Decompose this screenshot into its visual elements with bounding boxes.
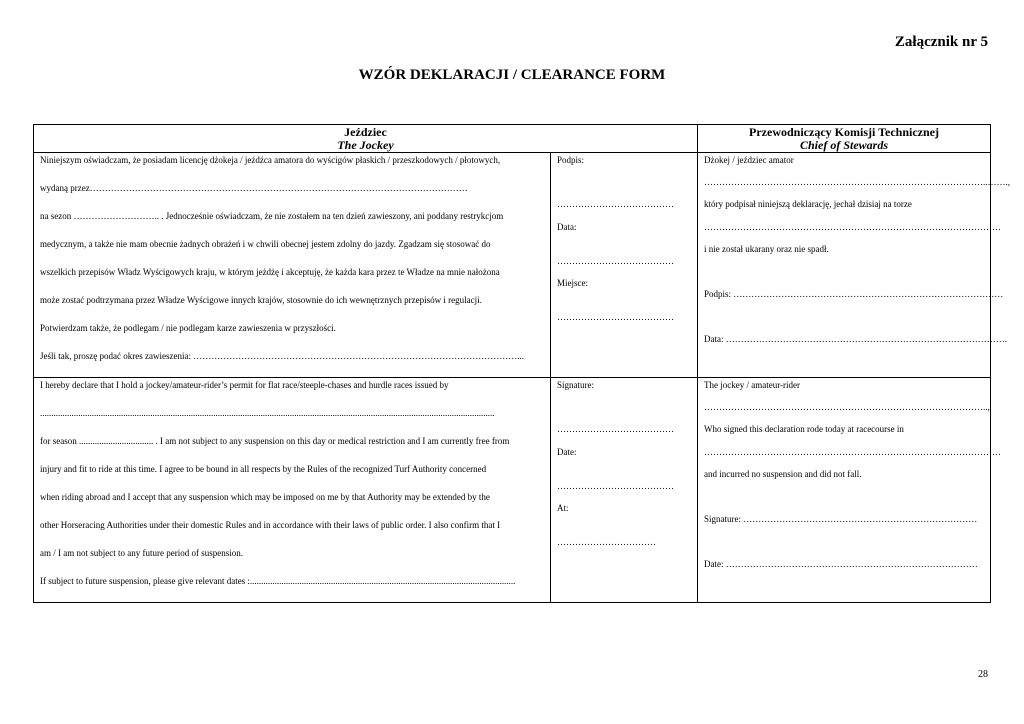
english-chief-date: Date: ………………………………………………………………………… — [704, 559, 978, 569]
polish-declaration-line: medycznym, a także nie mam obecnie żadnych obrażeń i w chwili obecnej jestem zdolny do jazdy. Zgadzam się stosować do — [40, 239, 491, 249]
english-at-label: At: — [557, 503, 569, 513]
polish-chief-line: Dżokej / jeździec amator — [704, 155, 794, 165]
polish-chief-signature: Podpis: ……………………………………………………………………………… — [704, 289, 1004, 299]
english-declaration-line: I hereby declare that I hold a jockey/amateur-rider’s permit for flat race/steeple-chases and hurdle races issued by — [40, 380, 449, 390]
english-declaration-line: If subject to future suspension, please give relevant dates :...................................................................................................................... — [40, 576, 516, 586]
english-chief-line: ……………………………………………………………………………………… — [704, 447, 1001, 457]
polish-chief-line: który podpisał niniejszą deklarację, jechał dzisiaj na torze — [704, 199, 912, 209]
english-declaration-line: other Horseracing Authorities under their domestic Rules and in accordance with their laws of public order. I also confirm that I — [40, 520, 501, 530]
english-declaration-line: when riding abroad and I accept that any suspension which may be imposed on me by that Authority may be extended by the — [40, 492, 490, 502]
polish-date-field: ………………………………… — [557, 256, 674, 266]
chief-column-header — [698, 125, 991, 153]
polish-place-field: ………………………………… — [557, 312, 674, 322]
english-at-field: …………………………… — [557, 537, 656, 547]
jockey-column-header — [34, 125, 698, 153]
chief-header-en: Chief of Stewards — [799, 138, 888, 152]
polish-chief-line: i nie został ukarany oraz nie spadł. — [704, 244, 829, 254]
english-declaration-line: for season ................................. . I am not subject to any suspension on this day or medical restriction and I am currently free from — [40, 436, 510, 446]
polish-signature-cell — [551, 153, 698, 378]
polish-chief-date: Data: …………………………………………………………………………………. — [704, 334, 1007, 344]
clearance-form-table — [33, 124, 1010, 603]
polish-declaration-line: Potwierdzam także, że podlegam / nie podlegam karze zawieszenia w przyszłości. — [40, 323, 336, 333]
english-chief-line: and incurred no suspension and did not fall. — [704, 469, 862, 479]
english-chief-line: Who signed this declaration rode today at racecourse in — [704, 424, 904, 434]
english-signature-cell — [551, 378, 698, 603]
english-chief-line: ………………………………………………………………………………….., — [704, 402, 990, 412]
polish-declaration-line: wszelkich przepisów Władz Wyścigowych kraju, w którym jeżdżę i akceptuję, że każda kara przez te Władze na mnie nałożona — [40, 267, 500, 277]
polish-signature-label: Podpis: — [557, 155, 585, 165]
english-chief-signature: Signature: …………………………………………………………………… — [704, 514, 978, 524]
polish-chief-line: ……………………………………………………………………………………… — [704, 222, 1001, 232]
polish-declaration-line: Jeśli tak, proszę podać okres zawieszenia: ………………………………………………………………………………………………... — [40, 351, 524, 361]
polish-declaration-line: na sezon ……………………….. . Jednocześnie oświadczam, że nie zostałem na ten dzień zawieszony, ani poddany restrykcjom — [40, 211, 504, 221]
english-chief-cell — [698, 378, 1001, 603]
polish-declaration-line: Niniejszym oświadczam, że posiadam licencję dżokeja / jeźdźca amatora do wyścigów płaskich / przeszkodowych / płotowych, — [40, 155, 501, 165]
english-signature-label: Signature: — [557, 380, 594, 390]
chief-header-pl: Przewodniczący Komisji Technicznej — [749, 125, 939, 139]
english-declaration-line: injury and fit to ride at this time. I agree to be bound in all respects by the Rules of the recognized Turf Authority concerned — [40, 464, 487, 474]
english-declaration-line: .......................................................................................................................................................................................................... — [40, 408, 495, 418]
english-declaration-cell — [34, 378, 551, 603]
polish-chief-cell — [698, 153, 1010, 378]
polish-place-label: Miejsce: — [557, 278, 588, 288]
page-number: 28 — [978, 669, 988, 680]
polish-date-label: Data: — [557, 222, 577, 232]
polish-signature-field: ………………………………… — [557, 199, 674, 209]
english-date-label: Date: — [557, 447, 577, 457]
polish-declaration-line: wydaną przez……………………………………………………………………………………………………………… — [40, 183, 468, 193]
annex-label: Załącznik nr 5 — [894, 34, 988, 50]
polish-chief-line: …………………………………………………………………………………..……., — [704, 177, 1010, 187]
polish-declaration-line: może zostać podtrzymana przez Władze Wyścigowe innych krajów, stosownie do ich wewnętrznych przepisów i regulacji. — [40, 295, 482, 305]
jockey-header-en: The Jockey — [337, 138, 394, 152]
polish-declaration-cell — [34, 153, 551, 378]
english-signature-field: ………………………………… — [557, 424, 674, 434]
jockey-header-pl: Jeździec — [344, 125, 387, 139]
english-date-field: ………………………………… — [557, 481, 674, 491]
english-chief-line: The jockey / amateur-rider — [704, 380, 801, 390]
english-declaration-line: am / I am not subject to any future period of suspension. — [40, 548, 243, 558]
form-title: WZÓR DEKLARACJI / CLEARANCE FORM — [358, 67, 666, 83]
